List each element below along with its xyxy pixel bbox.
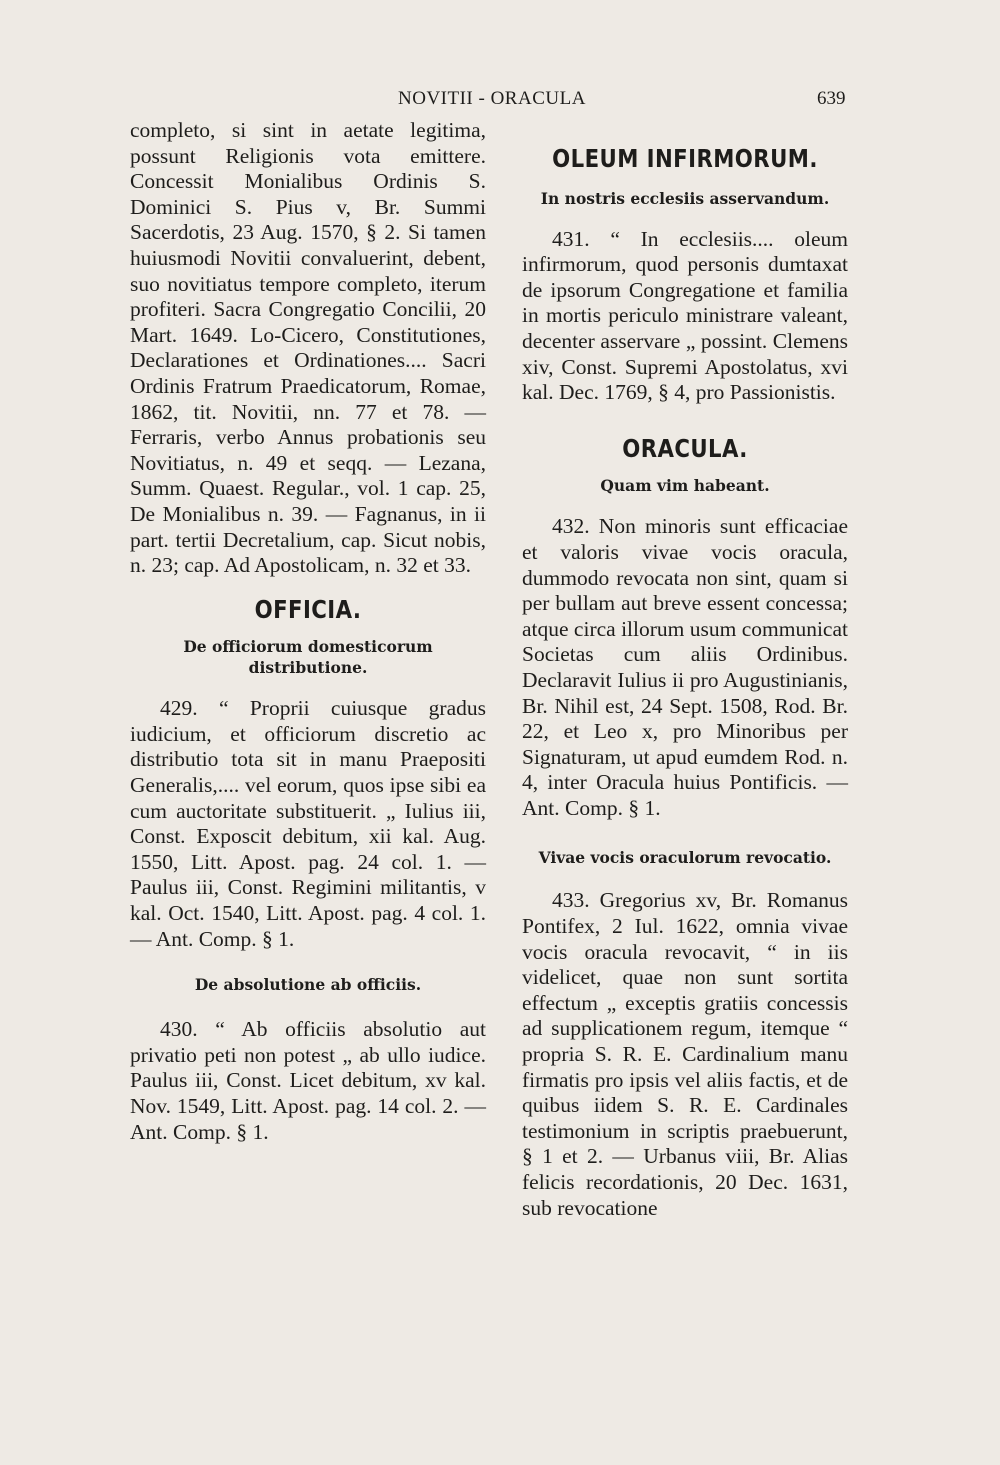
running-title: NOVITII - ORACULA [398, 88, 586, 109]
subheading-oleum: In nostris ecclesiis asservandum. [540, 188, 830, 208]
paragraph-intro: completo, si sint in aetate legitima, possunt Religionis vota emittere. Concessit Monialibus Ordinis S. Dominici S. Pius v, Br. Summi Sacerdotis, 23 Aug. 1570, § 2. Si tamen huiusmodi Novitii convaluerint, debent, suo novitiatus tempore completo, iterum profiteri. Sacra Congregatio Concilii, 20 Mart. 1649. Lo-Cicero, Constitutiones, Declarationes et Ordinationes.... Sacri Ordinis Fratrum Praedicatorum, Romae, 1862, tit. Novitii, nn. 77 et 78. — Ferraris, verbo Annus probationis seu Novitiatus, n. 49 et seqq. — Lezana, Summ. Quaest. Regular., vol. 1 cap. 25, De Monialibus n. 39. — Fagnanus, in ii part. tertii Decretalium, cap. Sicut nobis, n. 23; cap. Ad Apostolicam, n. 32 et 33. [130, 118, 486, 578]
paragraph-429: 429. “ Proprii cuiusque gradus iudicium, et officiorum discretio ac distributio tota sit in manu Praepositi Generalis,.... vel eorum, quos ipse sibi ea cum auctoritate substituerit. „ Iulius iii, Const. Exposcit debitum, xii kal. Aug. 1550, Litt. Apost. pag. 24 col. 1. — Paulus iii, Const. Regimini militantis, v kal. Oct. 1540, Litt. Apost. pag. 4 col. 1. — Ant. Comp. § 1. [130, 696, 486, 951]
running-head [0, 88, 1000, 118]
heading-oleum: OLEUM INFIRMORUM. [552, 144, 818, 173]
subheading-officia: De officiorum domesticorum distributione. [183, 637, 433, 678]
heading-oracula: ORACULA. [622, 433, 748, 463]
paragraph-431: 431. “ In ecclesiis.... oleum infirmorum, quod personis dumtaxat de ipsorum Congregatione et familia in mortis periculo ministrare valeant, decenter asservare „ possint. Clemens xiv, Const. Supremi Apostolatus, xvi kal. Dec. 1769, § 4, pro Passionistis. [522, 226, 848, 405]
subheading-revocatio: Vivae vocis oraculorum revocatio. [538, 848, 832, 868]
page-number: 639 [817, 88, 846, 109]
right-column [522, 118, 848, 1221]
left-column [130, 118, 486, 1145]
paragraph-432: 432. Non minoris sunt efficaciae et valoris vivae vocis oracula, dummodo revocata non sint, quam si per bullam aut breve essent concessa; atque circa illorum usum communicat Societas cum aliis Ordinibus. Declaravit Iulius ii pro Augustinianis, Br. Nihil est, 24 Sept. 1508, Rod. Br. 22, et Leo x, pro Minoribus per Signaturam, ut apud eumdem Rod. n. 4, inter Oracula huius Pontificis. — Ant. Comp. § 1. [522, 514, 848, 820]
heading-officia: OFFICIA. [254, 594, 362, 624]
subheading-absolutione: De absolutione ab officiis. [194, 975, 422, 995]
subheading-oracula: Quam vim habeant. [600, 476, 770, 496]
paragraph-433: 433. Gregorius xv, Br. Romanus Pontifex, 2 Iul. 1622, omnia vivae vocis oracula revocavit, “ in iis videlicet, quae non sunt sortita effectum „ exceptis gratiis concessis ad supplicationem regum, itemque “ propria S. R. E. Cardinalium manu firmatis pro ipsis vel aliis factis, et de quibus iidem S. R. E. Cardinales testimonium in scriptis praebuerunt, § 1 et 2. — Urbanus viii, Br. Alias felicis recordationis, 20 Dec. 1631, sub revocatione [522, 888, 848, 1220]
paragraph-430: 430. “ Ab officiis absolutio aut privatio peti non potest „ ab ullo iudice. Paulus iii, Const. Licet debitum, xv kal. Nov. 1549, Litt. Apost. pag. 14 col. 2. — Ant. Comp. § 1. [130, 1017, 486, 1144]
